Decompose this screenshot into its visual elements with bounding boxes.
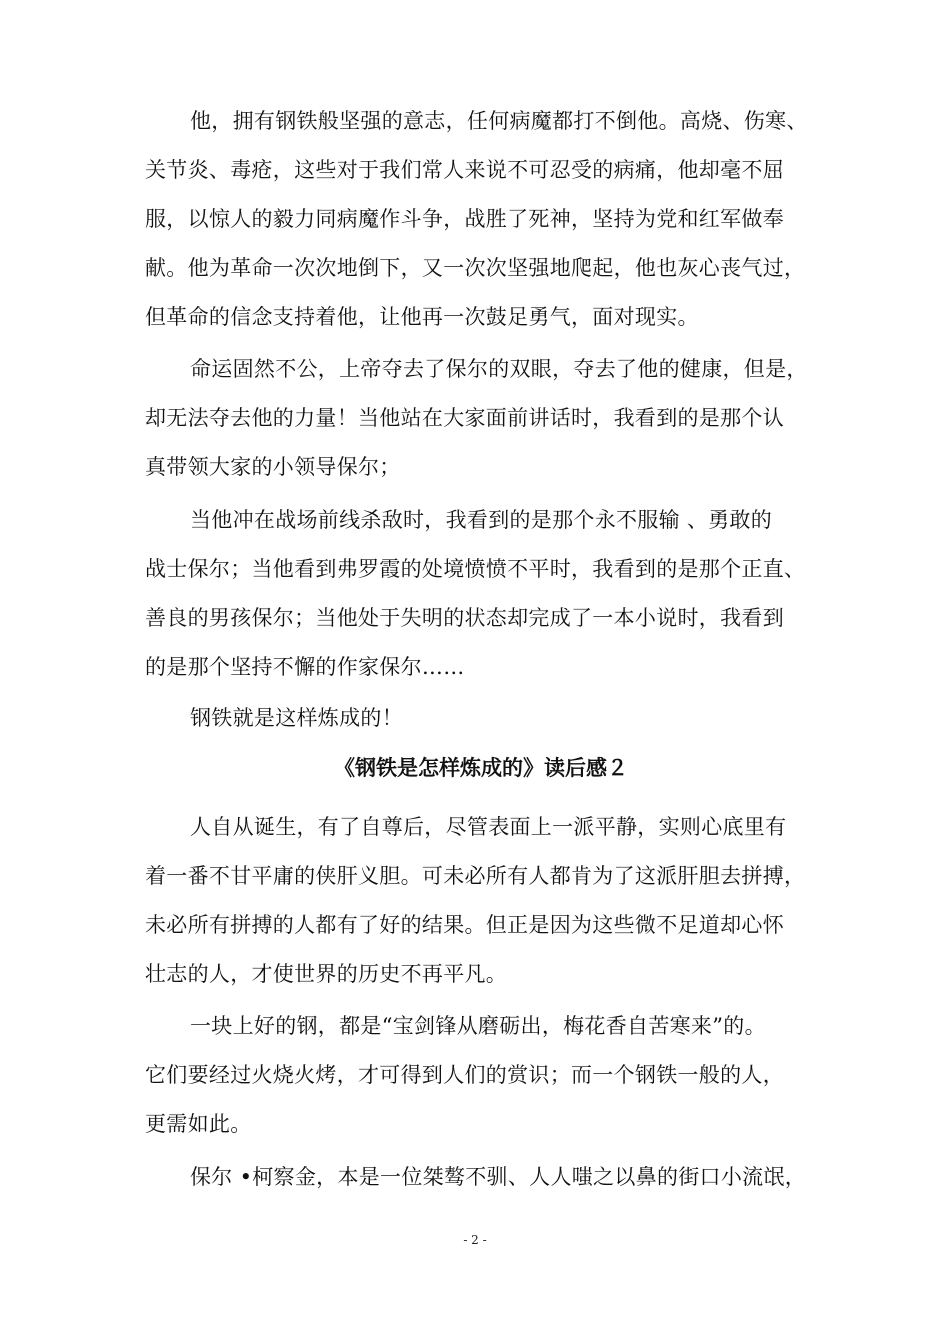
paragraph-1-line-4: 献。他为革命一次次地倒下，又一次次坚强地爬起，他也灰心丧气过， xyxy=(145,256,806,280)
section-heading: 《钢铁是怎样炼成的》读后感２ xyxy=(334,755,628,780)
page-number: - 2 - xyxy=(463,1233,487,1247)
paragraph-2-line-3: 真带领大家的小领导保尔； xyxy=(145,455,401,479)
paragraph-3-line-4: 的是那个坚持不懈的作家保尔…… xyxy=(145,655,465,679)
paragraph-1-line-5: 但革命的信念支持着他，让他再一次鼓足勇气，面对现实。 xyxy=(145,305,699,329)
paragraph-3-line-1: 当他冲在战场前线杀敌时，我看到的是那个永不服输 、勇敢的 xyxy=(190,508,773,532)
paragraph-6-line-3: 更需如此。 xyxy=(145,1112,252,1136)
paragraph-2-line-2: 却无法夺去他的力量！当他站在大家面前讲话时，我看到的是那个认 xyxy=(145,406,784,430)
paragraph-5-line-2: 着一番不甘平庸的侠肝义胆。可未必所有人都肯为了这派肝胆去拼搏， xyxy=(145,864,806,888)
paragraph-1-line-3: 服，以惊人的毅力同病魔作斗争，战胜了死神，坚持为党和红军做奉 xyxy=(145,207,784,231)
paragraph-3-line-2: 战士保尔；当他看到弗罗霞的处境愤愤不平时，我看到的是那个正直、 xyxy=(145,557,806,581)
paragraph-1-line-2: 关节炎、毒疮，这些对于我们常人来说不可忍受的病痛，他却毫不屈 xyxy=(145,158,784,182)
paragraph-5-line-3: 未必所有拼搏的人都有了好的结果。但正是因为这些微不足道却心怀 xyxy=(145,913,784,937)
paragraph-5-line-4: 壮志的人，才使世界的历史不再平凡。 xyxy=(145,962,508,986)
paragraph-2-line-1: 命运固然不公，上帝夺去了保尔的双眼，夺去了他的健康，但是， xyxy=(190,357,808,381)
paragraph-3-line-3: 善良的男孩保尔；当他处于失明的状态却完成了一本小说时，我看到 xyxy=(145,606,784,630)
paragraph-5-line-1: 人自从诞生，有了自尊后，尽管表面上一派平静，实则心底里有 xyxy=(190,815,787,839)
paragraph-1-line-1: 他，拥有钢铁般坚强的意志，任何病魔都打不倒他。高烧、伤寒、 xyxy=(190,109,808,133)
paragraph-7-line-1: 保尔 •柯察金，本是一位桀骜不驯、人人嗤之以鼻的街口小流氓， xyxy=(190,1165,807,1189)
paragraph-6-line-1: 一块上好的钢，都是“宝剑锋从磨砺出，梅花香自苦寒来”的。 xyxy=(190,1014,766,1038)
paragraph-6-line-2: 它们要经过火烧火烤，才可得到人们的赏识；而一个钢铁一般的人， xyxy=(145,1063,784,1087)
paragraph-4-line-1: 钢铁就是这样炼成的！ xyxy=(190,706,403,730)
